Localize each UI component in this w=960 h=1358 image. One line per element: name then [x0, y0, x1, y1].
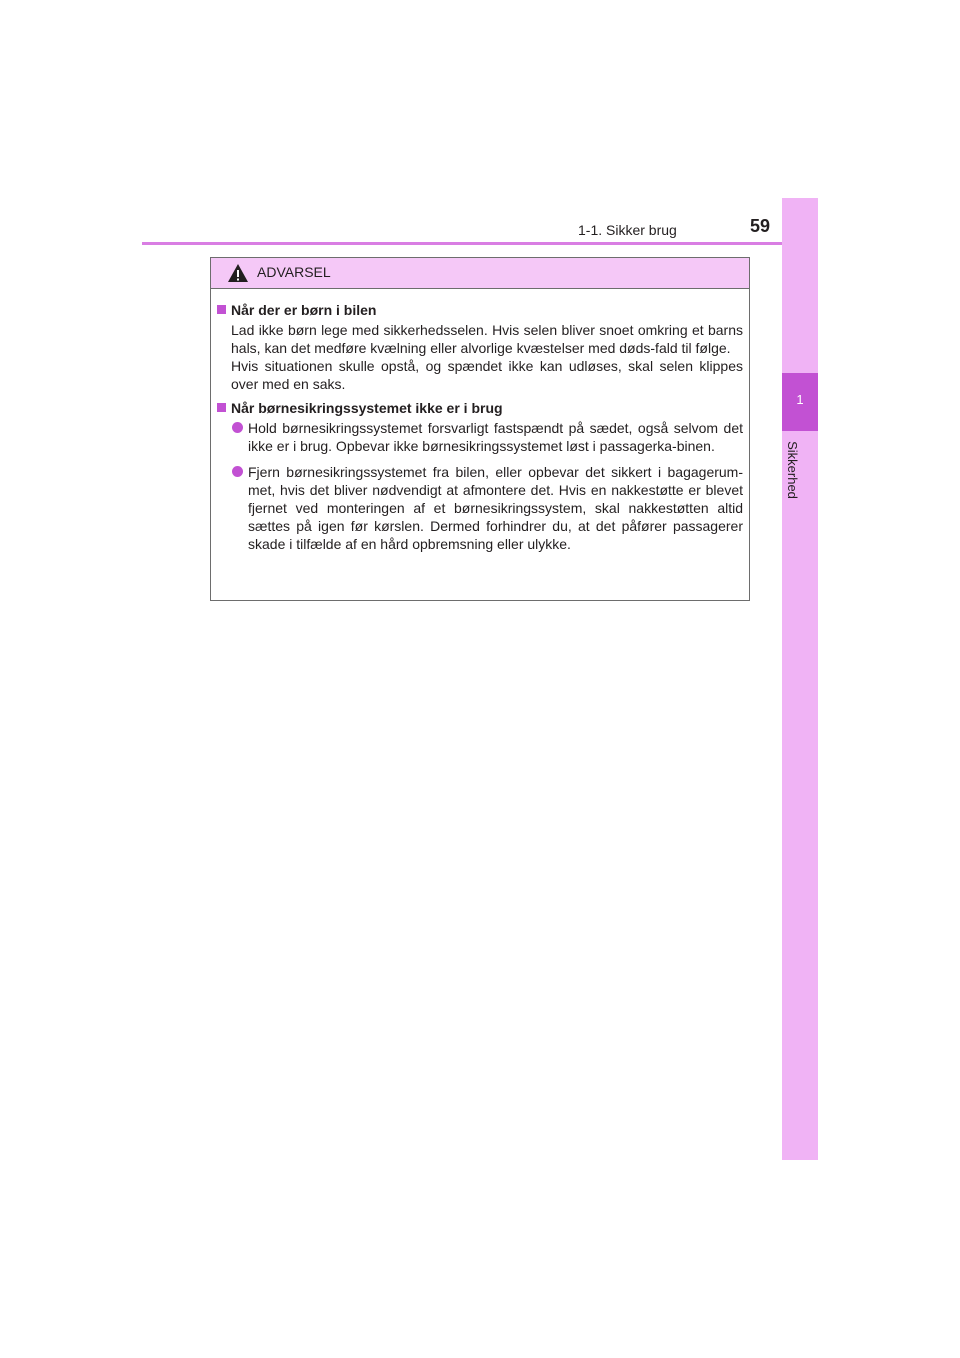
warning-title: ADVARSEL	[257, 264, 331, 280]
bullet-text: Fjern børnesikringssystemet fra bilen, eller opbevar det sikkert i bagagerum-met, hvis det bliver nødvendigt at afmontere det. Hvis en nakkestøtte er blevet fjernet ved monteringen af et børnesikringssystem, skal nakkestøtten altid sættes på igen før kørslen. Dermed forhindrer du, at det påfører passagerer skade i tilfælde af en hård opbremsning eller ulykke.	[248, 464, 743, 552]
chapter-label: Sikkerhed	[785, 441, 800, 499]
header-rule	[142, 242, 818, 245]
page-number: 59	[750, 216, 771, 236]
round-bullet-icon	[232, 466, 243, 477]
square-bullet-icon	[217, 305, 226, 314]
chapter-side-tab[interactable]	[782, 198, 818, 1160]
bullet-item	[217, 419, 743, 455]
warning-triangle-icon	[227, 262, 249, 284]
warning-body	[211, 289, 749, 553]
section-heading	[217, 399, 743, 417]
warning-header	[211, 258, 749, 289]
chapter-number: 1	[796, 392, 804, 407]
section-heading	[217, 301, 743, 319]
section-title: 1-1. Sikker brug	[578, 222, 677, 238]
paragraph: Hvis situationen skulle opstå, og spændet ikke kan udløses, skal selen klippes over med en saks.	[231, 358, 743, 392]
square-bullet-icon	[217, 403, 226, 412]
section-heading-text: Når der er børn i bilen	[231, 302, 377, 318]
paragraph: Lad ikke børn lege med sikkerhedsselen. Hvis selen bliver snoet omkring et barns hals, kan det medføre kvælning eller alvorlige kvæstelser med døds-fald til følge.	[231, 322, 743, 356]
warning-box	[210, 257, 750, 601]
bullet-item	[217, 463, 743, 553]
bullet-text: Hold børnesikringssystemet forsvarligt fastspændt på sædet, også selvom det ikke er i brug. Opbevar ikke børnesikringssystemet løst i passagerka-binen.	[248, 420, 743, 454]
round-bullet-icon	[232, 422, 243, 433]
section-heading-text: Når børnesikringssystemet ikke er i brug	[231, 400, 503, 416]
